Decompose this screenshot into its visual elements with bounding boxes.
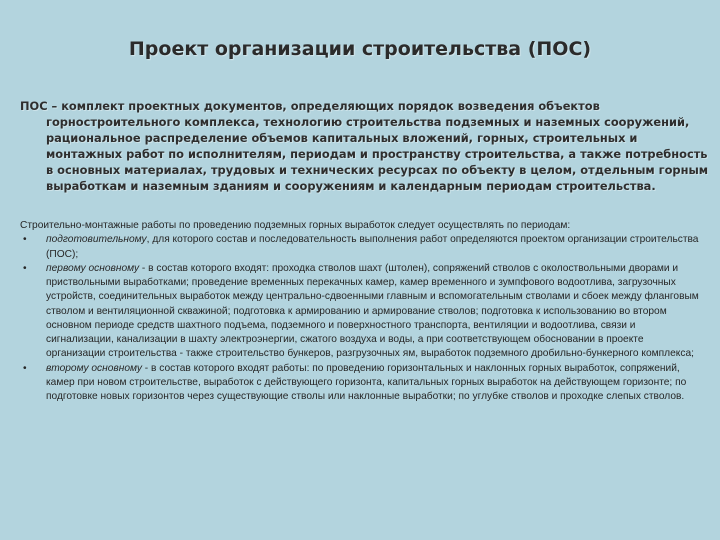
bullet-icon: • — [23, 262, 27, 274]
slide-title: Проект организации строительства (ПОС) — [128, 38, 592, 60]
bullet-item-preparatory — [20, 233, 700, 262]
bullet-text: - в состав которого входят: проходка стволов шахт (штолен), сопряжений стволов с околоствольными дворами и приствольными выработками; проведение временных перекачных камер, камер временного и зумпфового водоотлива, загрузочных устройств, соединительных выработок между центрально-сдвоенными главным и вспомогательным стволами и сбоек между фланговым стволом и вентиляционной скважиной; подготовка к армированию и армирование стволов; подготовка к использованию во втором основном периоде средств шахтного подъема, подземного и поверхностного транспорта, вентиляции и водоотлива, связи и сигнализации, канализации в шахту электроэнергии, сжатого воздуха и воды, а при соответствующем обосновании в проекте организации строительства - также строительство бункеров, разгрузочных ям, выработок подземного дробильно-бункерного комплекса; — [46, 262, 699, 360]
bullet-item-first-main — [20, 262, 700, 362]
body-text — [20, 219, 700, 404]
bullet-text: , для которого состав и последовательность выполнения работ определяются проектом организации строительства (ПОС); — [46, 234, 699, 260]
bullet-term: первому основному — [46, 262, 140, 274]
bullet-icon: • — [23, 362, 27, 374]
bullet-item-second-main — [20, 362, 700, 405]
bullet-term: подготовительному — [46, 234, 147, 246]
bullet-term: второму основному — [46, 362, 142, 374]
bullet-icon: • — [23, 234, 27, 246]
lead-paragraph: Строительно-монтажные работы по проведению подземных горных выработок следует осуществлять по периодам: — [20, 220, 571, 231]
intro-text: ПОС – комплект проектных документов, определяющих порядок возведения объектов горностроительного комплекса, технологию строительства подземных и наземных сооружений, рациональное распределение объемов капитальных вложений, горных, строительных и монтажных работ по исполнителям, периодам и пространству строительства, а также потребность в основных материалах, трудовых и технических ресурсах по объекту в целом, отдельным горным выработкам и наземным зданиям и сооружениям и календарным периодам строительства. — [20, 99, 709, 194]
intro-paragraph — [20, 98, 710, 195]
bullet-text: - в состав которого входят работы: по проведению горизонтальных и наклонных горных выработок, сопряжений, камер при новом строительстве, выработок с действующего горизонта, капитальных горных выработок на действующем горизонте; по подготовке новых горизонтов через существующие стволы или наклонные выработки; по углубке стволов и проходке слепых стволов. — [46, 362, 687, 402]
